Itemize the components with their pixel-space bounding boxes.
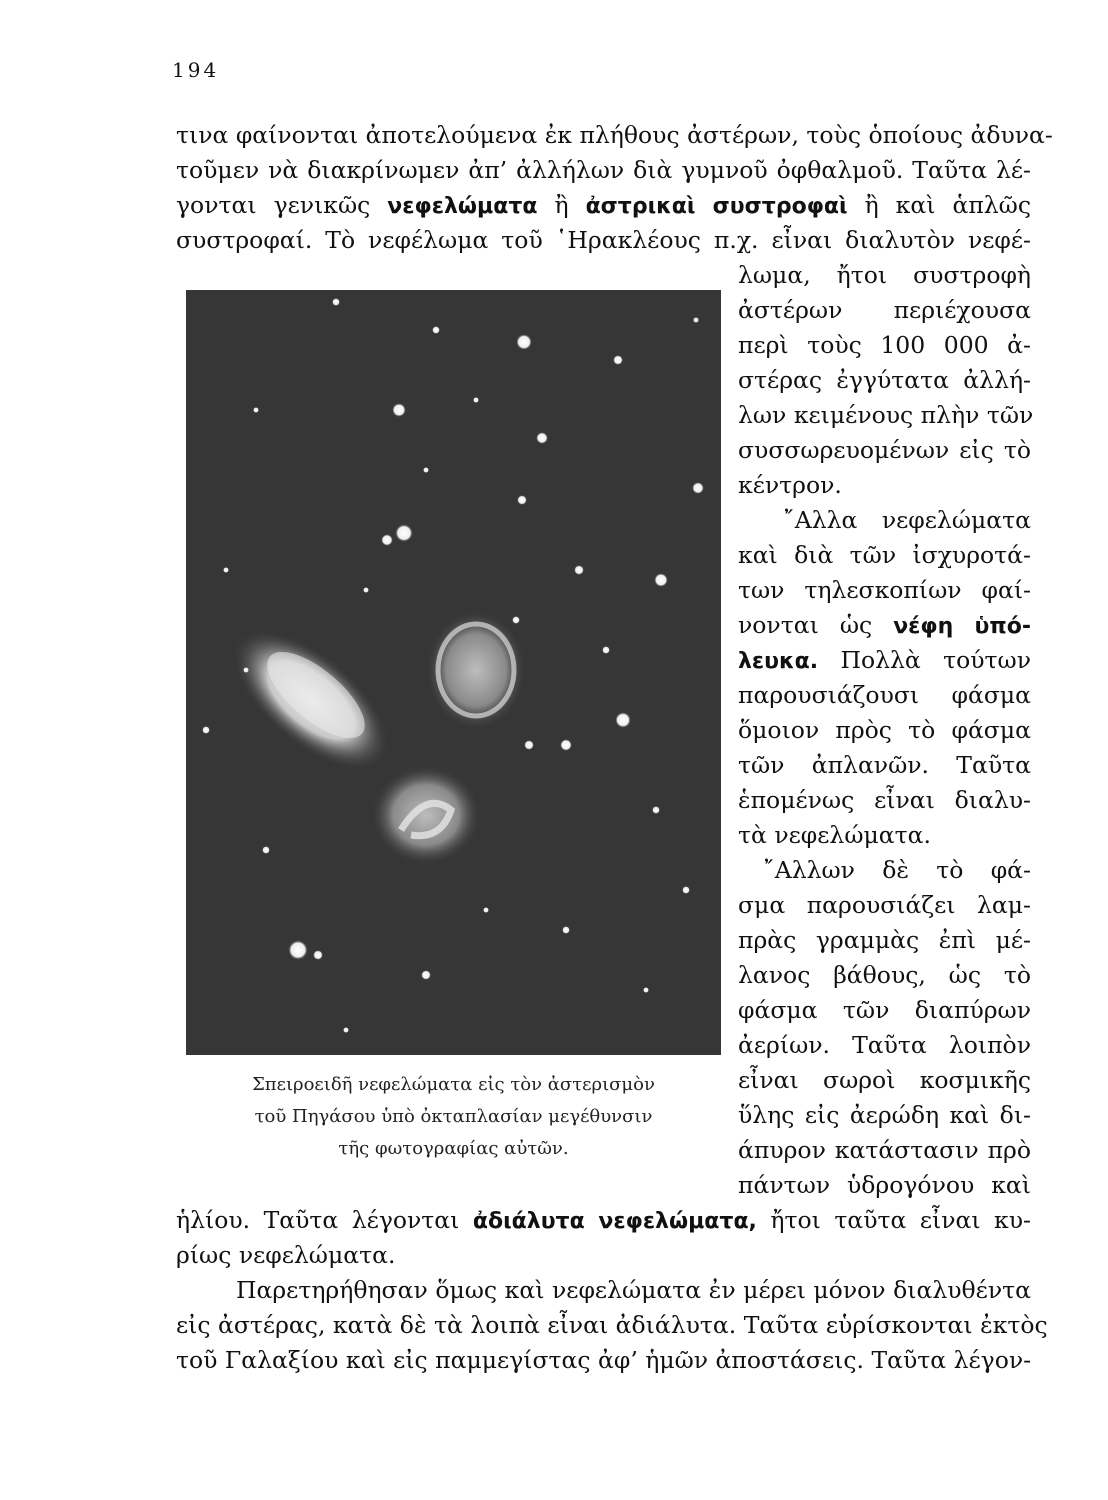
text-line: των τηλεσκοπίων φαί-: [738, 576, 1031, 604]
text-line: ἀστέρων περιέχουσα: [738, 296, 1031, 324]
text-line: λων κειμένους πλὴν τῶν: [738, 401, 1034, 429]
text-line: Παρετηρήθησαν ὅμως καὶ νεφελώματα ἐν μέρει μόνον διαλυθέντα: [236, 1276, 1031, 1304]
text-line: τῶν ἀπλανῶν. Ταῦτα: [738, 751, 1031, 779]
text-run: γονται γενικῶς: [176, 191, 388, 219]
text-line: λανος βάθους, ὡς τὸ: [738, 961, 1031, 989]
text-run: ἢ καὶ ἁπλῶς: [847, 191, 1031, 219]
text-line: [176, 190, 1031, 222]
text-line: άπυρον κατάστασιν πρὸ: [738, 1136, 1031, 1164]
text-line: [738, 610, 1031, 642]
text-line: σμα παρουσιάζει λαμ-: [738, 891, 1031, 919]
text-line: ρίως νεφελώματα.: [176, 1241, 396, 1269]
text-line: ὅμοιον πρὸς τὸ φάσμα: [738, 716, 1031, 744]
page-number: 194: [172, 58, 220, 82]
text-line: ἑπομένως εἶναι διαλυ-: [738, 786, 1031, 814]
bold-term: λευκα.: [738, 649, 819, 674]
text-line: στέρας ἐγγύτατα ἀλλή-: [738, 366, 1031, 394]
text-line: τοῦμεν νὰ διακρίνωμεν ἀπ’ ἀλλήλων διὰ γυμνοῦ ὀφθαλμοῦ. Ταῦτα λέ-: [176, 156, 1031, 184]
text-run: ἤτοι ταῦτα εἶναι κυ-: [756, 1206, 1031, 1234]
text-line: [738, 645, 1031, 677]
text-line: φάσμα τῶν διαπύρων: [738, 996, 1031, 1024]
text-line: ὕλης εἰς ἀερώδη καὶ δι-: [738, 1101, 1031, 1129]
spiral-nebula-upper: [426, 610, 526, 730]
text-line: λωμα, ἤτοι συστροφὴ: [738, 261, 1031, 289]
bold-term: νεφελώματα: [387, 194, 538, 219]
text-run: Πολλὰ τούτων: [818, 646, 1031, 674]
caption-line: Σπειροειδῆ νεφελώματα εἰς τὸν ἀστερισμὸν: [252, 1074, 655, 1095]
text-line: τινα φαίνονται ἀποτελούμενα ἐκ πλήθους ἀστέρων, τοὺς ὁποίους ἀδυνα-: [176, 121, 1053, 149]
spiral-nebula-lower: [371, 765, 481, 865]
text-line: συστροφαί. Τὸ νεφέλωμα τοῦ ῾Ηρακλέους π.χ. εἶναι διαλυτὸν νεφέ-: [176, 226, 1031, 254]
text-line: συσσωρευομένων εἰς τὸ: [738, 436, 1031, 464]
bold-term: ἀδιάλυτα νεφελώματα,: [472, 1209, 757, 1234]
caption-line: τῆς φωτογραφίας αὐτῶν.: [338, 1138, 569, 1159]
text-line: εἶναι σωροὶ κοσμικῆς: [738, 1066, 1031, 1094]
text-line: καὶ διὰ τῶν ἰσχυροτά-: [738, 541, 1031, 569]
text-line: ἀερίων. Ταῦτα λοιπὸν: [738, 1031, 1031, 1059]
text-line: τὰ νεφελώματα.: [738, 821, 931, 849]
text-line: περὶ τοὺς 100 000 ἀ-: [738, 331, 1031, 359]
bold-term: νέφη ὑπό-: [893, 614, 1032, 639]
text-line: [176, 1205, 1031, 1237]
text-line: ῎Αλλων δὲ τὸ φά-: [763, 856, 1031, 884]
text-line: παρουσιάζουσι φάσμα: [738, 681, 1031, 709]
text-line: εἰς ἀστέρας, κατὰ δὲ τὰ λοιπὰ εἶναι ἀδιάλυτα. Ταῦτα εὑρίσκονται ἐκτὸς: [176, 1311, 1048, 1339]
bold-term: ἀστρικαὶ συστροφαὶ: [585, 194, 848, 219]
text-run: ἡλίου. Ταῦτα λέγονται: [176, 1206, 473, 1234]
text-line: πάντων ὑδρογόνου καὶ: [738, 1171, 1031, 1199]
text-line: ῎Αλλα νεφελώματα: [783, 506, 1031, 534]
text-run: ἢ: [537, 191, 586, 219]
nebula-photograph: [186, 290, 721, 1055]
text-line: τοῦ Γαλαξίου καὶ εἰς παμμεγίστας ἀφ’ ἡμῶν ἀποστάσεις. Ταῦτα λέγον-: [176, 1346, 1032, 1374]
text-line: κέντρον.: [738, 471, 842, 499]
text-run: νονται ὡς: [738, 611, 894, 639]
text-line: πρὰς γραμμὰς ἐπὶ μέ-: [738, 926, 1031, 954]
caption-line: τοῦ Πηγάσου ὑπὸ ὀκταπλασίαν μεγέθυνσιν: [254, 1106, 653, 1127]
